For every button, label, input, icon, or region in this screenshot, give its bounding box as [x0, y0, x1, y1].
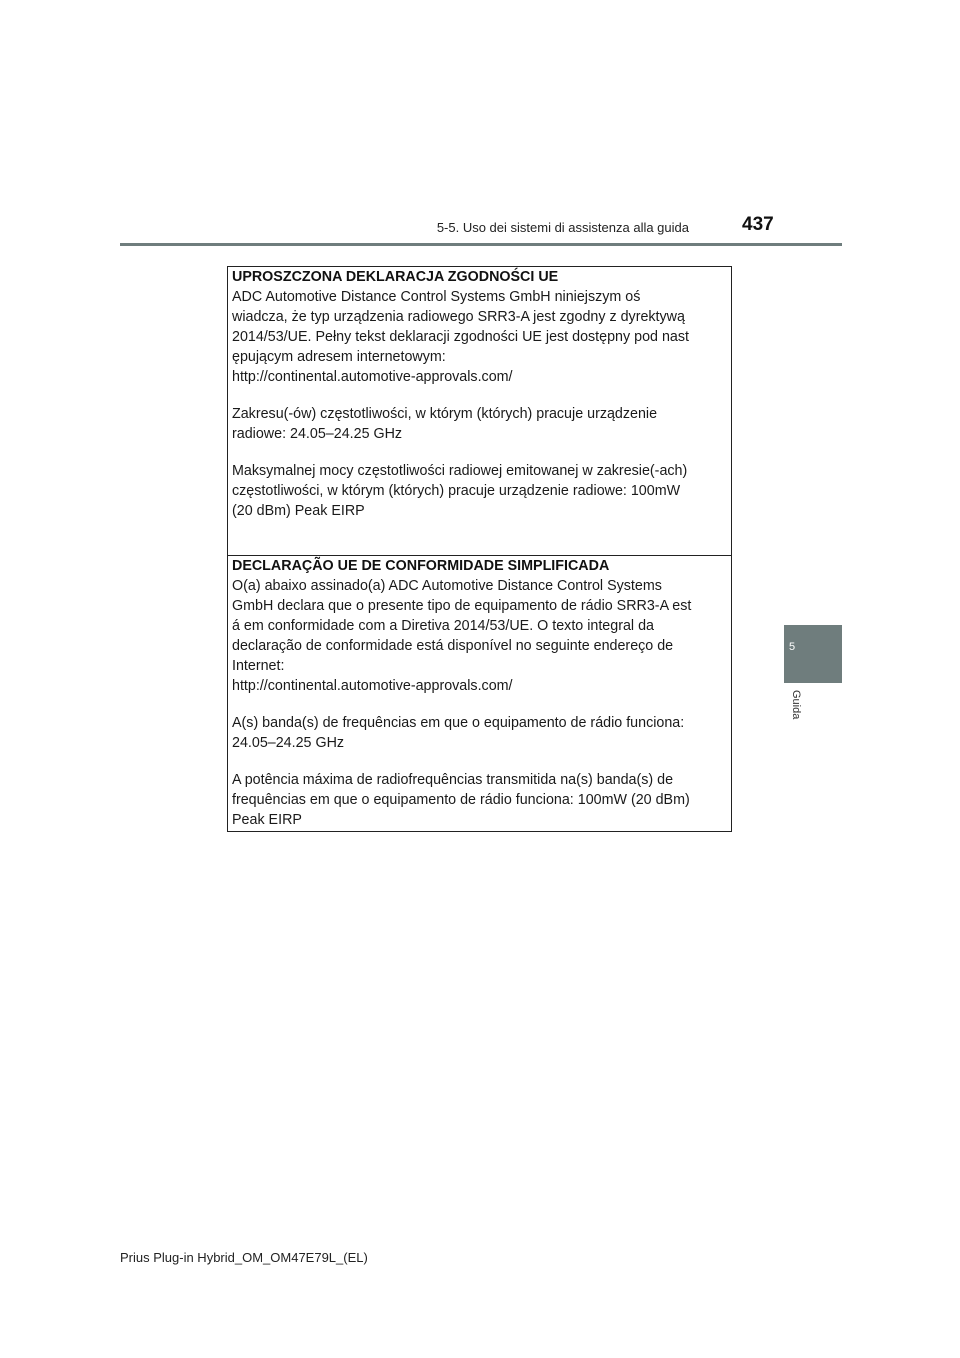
declaration-line: á em conformidade com a Diretiva 2014/53/UE. O texto integral da	[232, 618, 654, 634]
declaration-heading: DECLARAÇÃO UE DE CONFORMIDADE SIMPLIFICADA	[232, 558, 610, 574]
declaration-polish	[228, 267, 731, 555]
declaration-line: ępującym adresem internetowym:	[232, 349, 446, 365]
page-number: 437	[742, 214, 774, 235]
chapter-tab-number: 5	[788, 641, 796, 653]
header-rule	[120, 243, 842, 246]
declaration-line: Maksymalnej mocy częstotliwości radiowej emitowanej w zakresie(-ach)	[232, 463, 688, 479]
declaration-line: frequências em que o equipamento de rádio funciona: 100mW (20 dBm)	[232, 792, 690, 808]
declaration-line: Zakresu(-ów) częstotliwości, w którym (których) pracuje urządzenie	[232, 406, 658, 422]
declaration-line: radiowe: 24.05–24.25 GHz	[232, 426, 403, 442]
declaration-url: http://continental.automotive-approvals.com/	[232, 369, 513, 385]
declaration-line: Internet:	[232, 658, 285, 674]
declaration-portuguese	[228, 555, 731, 833]
declarations-box	[227, 266, 732, 832]
declaration-line: O(a) abaixo assinado(a) ADC Automotive Distance Control Systems	[232, 578, 662, 594]
declaration-heading: UPROSZCZONA DEKLARACJA ZGODNOŚCI UE	[232, 269, 559, 285]
chapter-tab-label: Guida	[790, 690, 802, 720]
declaration-line: (20 dBm) Peak EIRP	[232, 503, 365, 519]
declaration-line: A potência máxima de radiofrequências transmitida na(s) banda(s) de	[232, 772, 674, 788]
chapter-tab	[784, 625, 842, 683]
declaration-line: częstotliwości, w którym (których) pracuje urządzenie radiowe: 100mW	[232, 483, 681, 499]
declaration-line: ADC Automotive Distance Control Systems GmbH niniejszym oś	[232, 289, 641, 305]
page-footer: Prius Plug-in Hybrid_OM_OM47E79L_(EL)	[120, 1250, 368, 1265]
declaration-line: declaração de conformidade está disponível no seguinte endereço de	[232, 638, 674, 654]
declaration-line: 2014/53/UE. Pełny tekst deklaracji zgodności UE jest dostępny pod nast	[232, 329, 689, 345]
declaration-line: A(s) banda(s) de frequências em que o equipamento de rádio funciona:	[232, 715, 685, 731]
declaration-line: Peak EIRP	[232, 812, 302, 828]
declaration-url: http://continental.automotive-approvals.com/	[232, 678, 513, 694]
declaration-line: 24.05–24.25 GHz	[232, 735, 345, 751]
header-section-title: 5-5. Uso dei sistemi di assistenza alla guida	[436, 220, 689, 235]
declaration-line: wiadcza, że typ urządzenia radiowego SRR3-A jest zgodny z dyrektywą	[232, 309, 685, 325]
declaration-line: GmbH declara que o presente tipo de equipamento de rádio SRR3-A est	[232, 598, 692, 614]
